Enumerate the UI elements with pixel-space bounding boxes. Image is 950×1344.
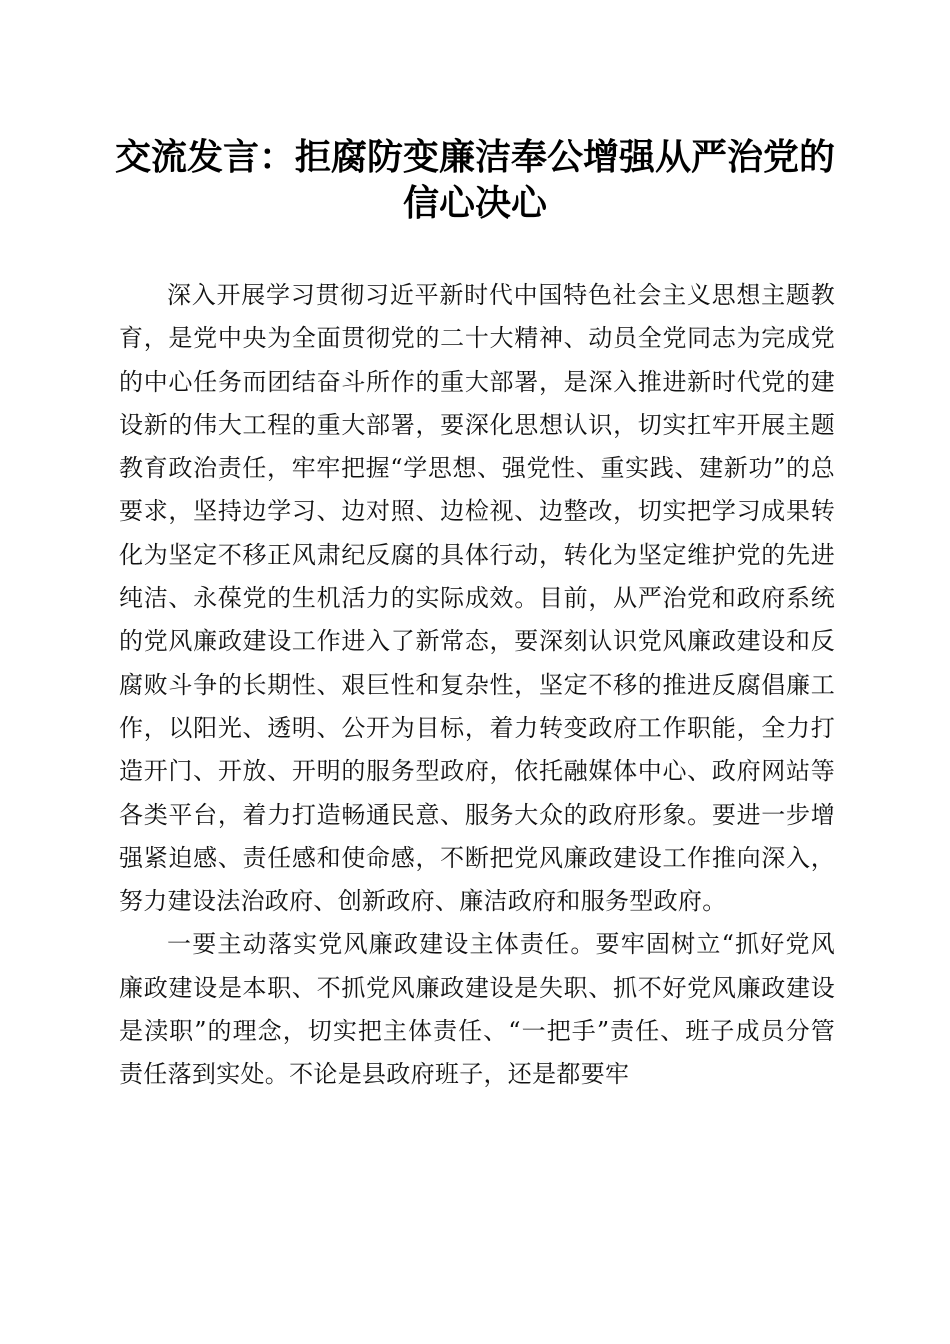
paragraph-point-one: 一要主动落实党风廉政建设主体责任。要牢固树立“抓好党风廉政建设是本职、不抓党风廉政建设是失职、抓不好党风廉政建设是渎职”的理念，切实把主体责任、“一把手”责任、班子成员分管责任落到实处。不论是县政府班子，还是都要牢 — [119, 930, 835, 1089]
title-line-1: 交流发言：拒腐防变廉洁奉公增强从严治党的 — [114, 136, 835, 178]
title-line-2: 信心决心 — [402, 182, 547, 224]
document-body — [119, 274, 835, 1097]
document-title — [100, 134, 850, 226]
paragraph-intro: 深入开展学习贯彻习近平新时代中国特色社会主义思想主题教育，是党中央为全面贯彻党的二十大精神、动员全党同志为完成党的中心任务而团结奋斗所作的重大部署，是深入推进新时代党的建设新的伟大工程的重大部署，要深化思想认识，切实扛牢开展主题教育政治责任，牢牢把握“学思想、强党性、重实践、建新功”的总要求，坚持边学习、边对照、边检视、边整改，切实把学习成果转化为坚定不移正风肃纪反腐的具体行动，转化为坚定维护党的先进纯洁、永葆党的生机活力的实际成效。目前，从严治党和政府系统的党风廉政建设工作进入了新常态，要深刻认识党风廉政建设和反腐败斗争的长期性、艰巨性和复杂性，坚定不移的推进反腐倡廉工作，以阳光、透明、公开为目标，着力转变政府工作职能，全力打造开门、开放、开明的服务型政府，依托融媒体中心、政府网站等各类平台，着力打造畅通民意、服务大众的政府形象。要进一步增强紧迫感、责任感和使命感，不断把党风廉政建设工作推向深入，努力建设法治政府、创新政府、廉洁政府和服务型政府。 — [119, 281, 835, 916]
